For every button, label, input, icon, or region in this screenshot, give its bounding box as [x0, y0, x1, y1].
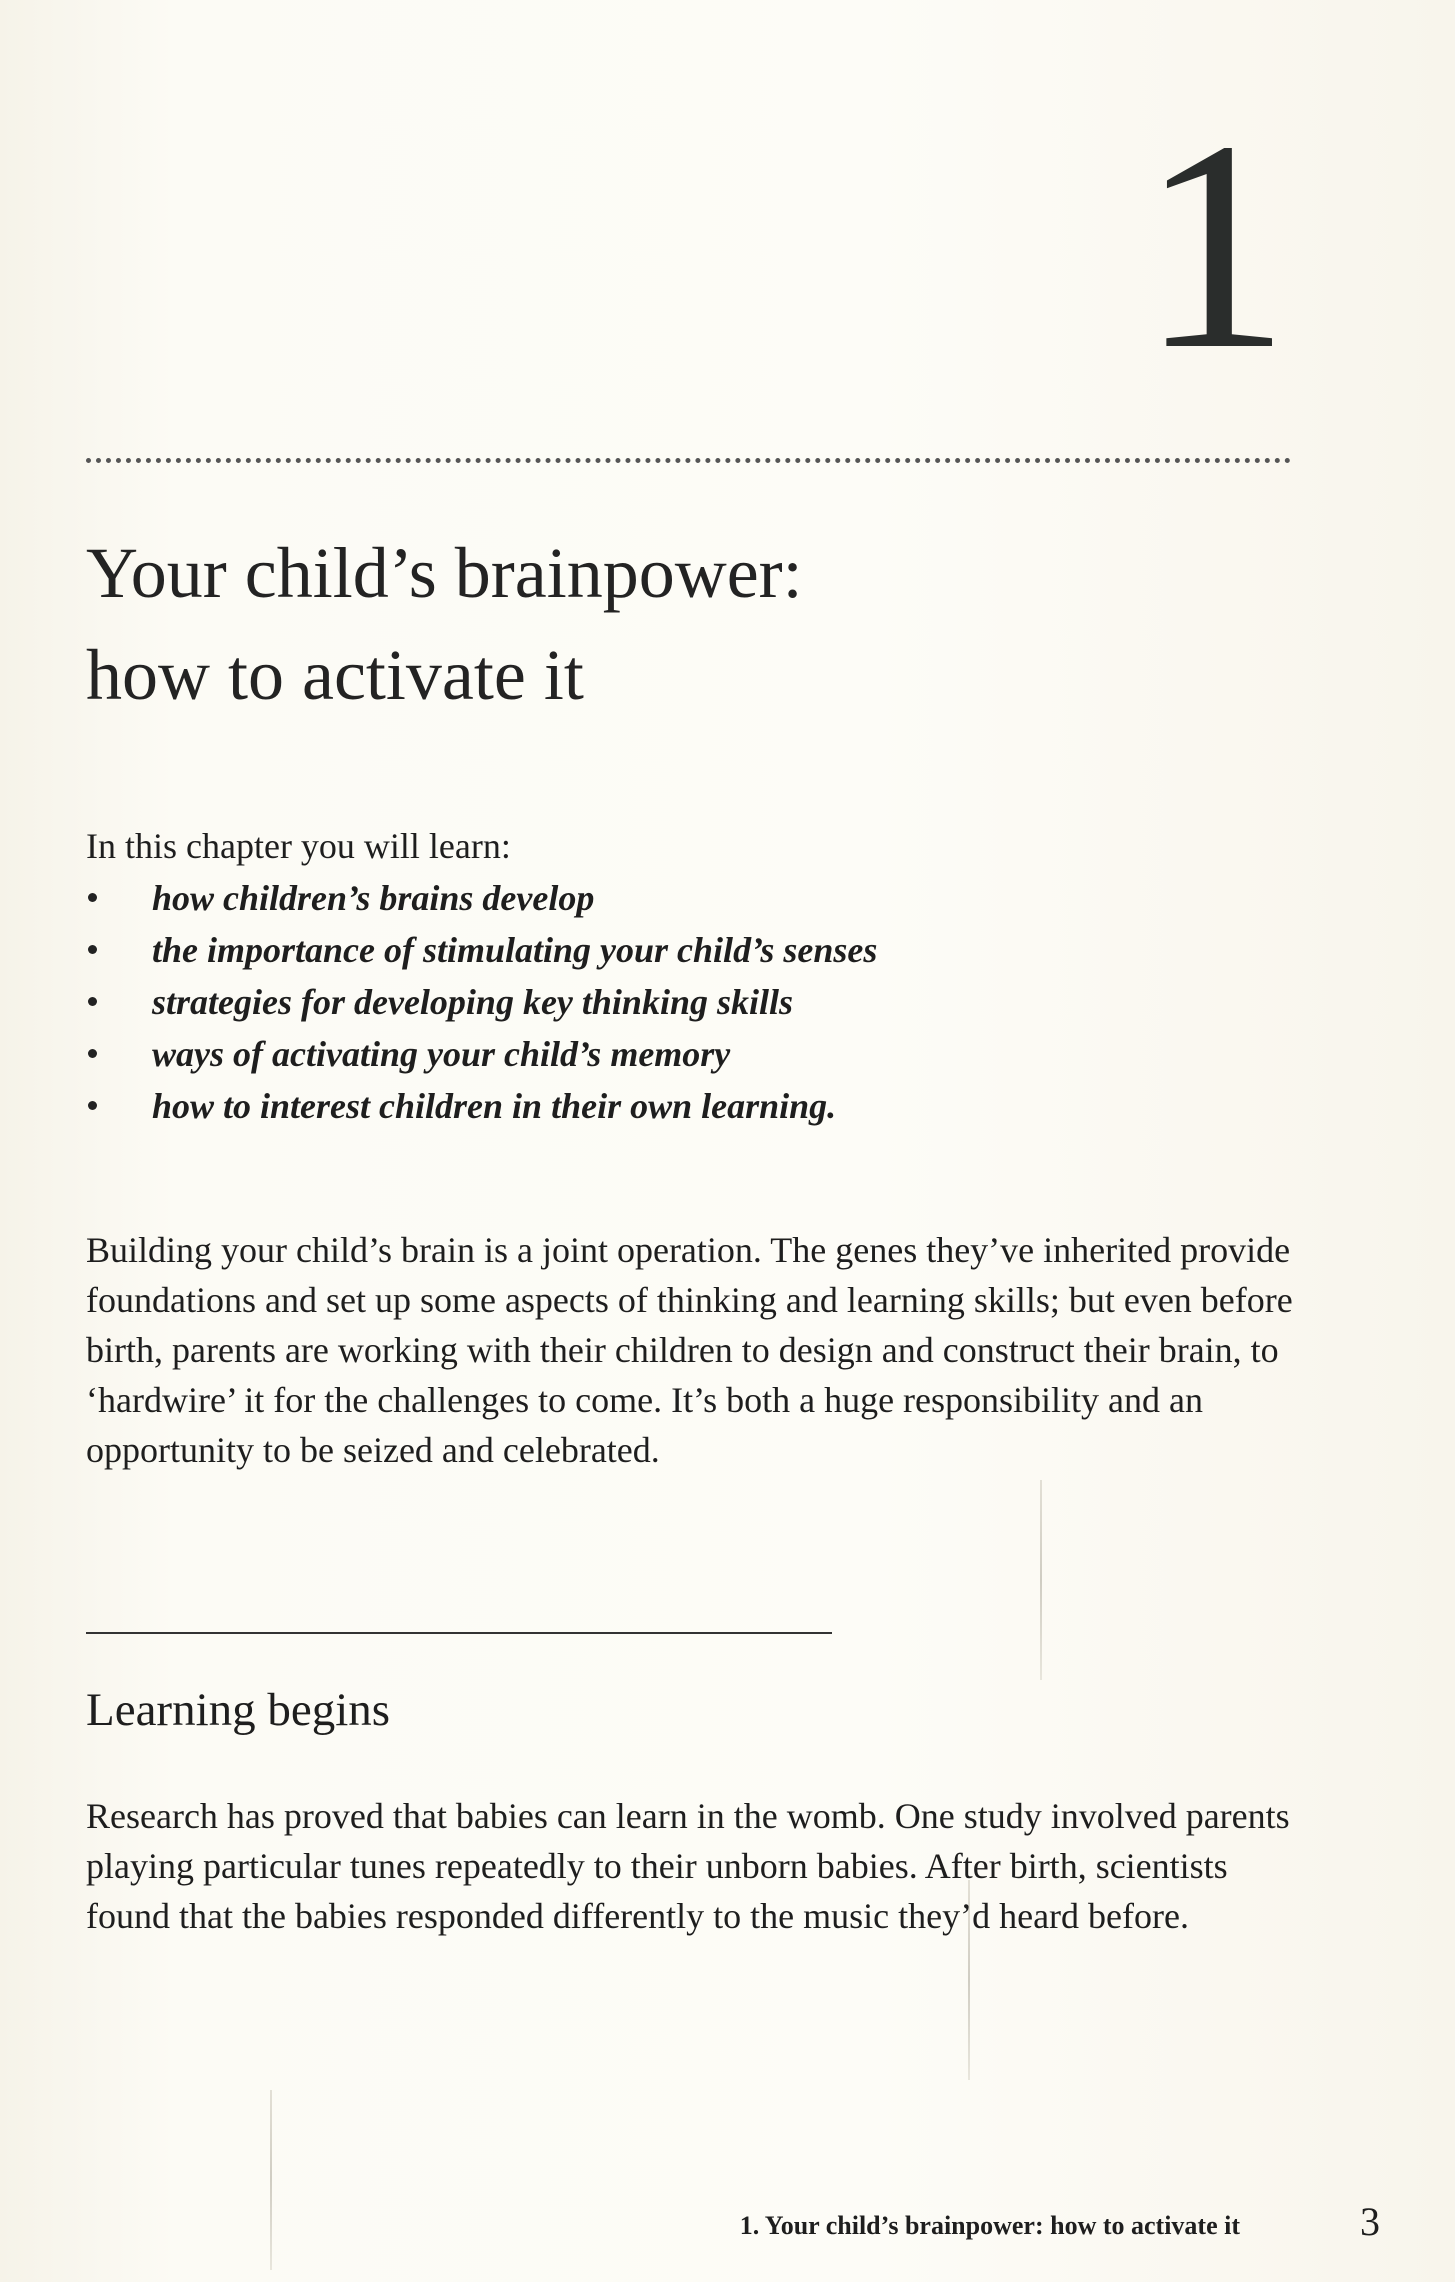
list-item [86, 872, 1286, 924]
section-heading: Learning begins [86, 1684, 391, 1736]
bullet-icon [88, 1101, 97, 1110]
page-number: 3 [1360, 2199, 1380, 2244]
paper-crease [270, 2090, 272, 2270]
chapter-title [86, 522, 1286, 726]
objectives-intro: In this chapter you will learn: [86, 826, 511, 866]
intro-paragraph: Building your child’s brain is a joint operation. The genes they’ve inherited provide foundations and set up some aspects of thinking and learning skills; but even before birth, parents are working with their children to design and construct their brain, to ‘hardwire’ it for the challenges to come. It’s both a huge responsibility and an opportunity to be seized and celebrated. [86, 1230, 1293, 1470]
list-item [86, 1028, 1286, 1080]
objectives-list [86, 872, 1286, 1132]
bullet-icon [88, 1049, 97, 1058]
list-item-text: strategies for developing key thinking skills [152, 982, 794, 1022]
list-item-text: ways of activating your child’s memory [152, 1034, 731, 1074]
dotted-divider [86, 458, 1291, 463]
list-item-text: how to interest children in their own learning. [152, 1086, 837, 1126]
learning-objectives [86, 820, 1286, 1132]
chapter-title-line-2: how to activate it [86, 635, 584, 715]
chapter-title-line-1: Your child’s brainpower: [86, 533, 803, 613]
bullet-icon [88, 997, 97, 1006]
section-divider [86, 1632, 832, 1634]
list-item-text: how children’s brains develop [152, 878, 595, 918]
paper-crease [1040, 1480, 1042, 1680]
list-item-text: the importance of stimulating your child’s senses [152, 930, 878, 970]
list-item [86, 1080, 1286, 1132]
running-footer: 1. Your child’s brainpower: how to activate it [739, 2211, 1240, 2240]
list-item [86, 924, 1286, 976]
chapter-number: 1 [1140, 79, 1290, 411]
list-item [86, 976, 1286, 1028]
section-paragraph: Research has proved that babies can learn in the womb. One study involved parents playing particular tunes repeatedly to their unborn babies. After birth, scientists found that the babies responded differently to the music they’d heard before. [86, 1796, 1290, 1936]
bullet-icon [88, 893, 97, 902]
bullet-icon [88, 945, 97, 954]
